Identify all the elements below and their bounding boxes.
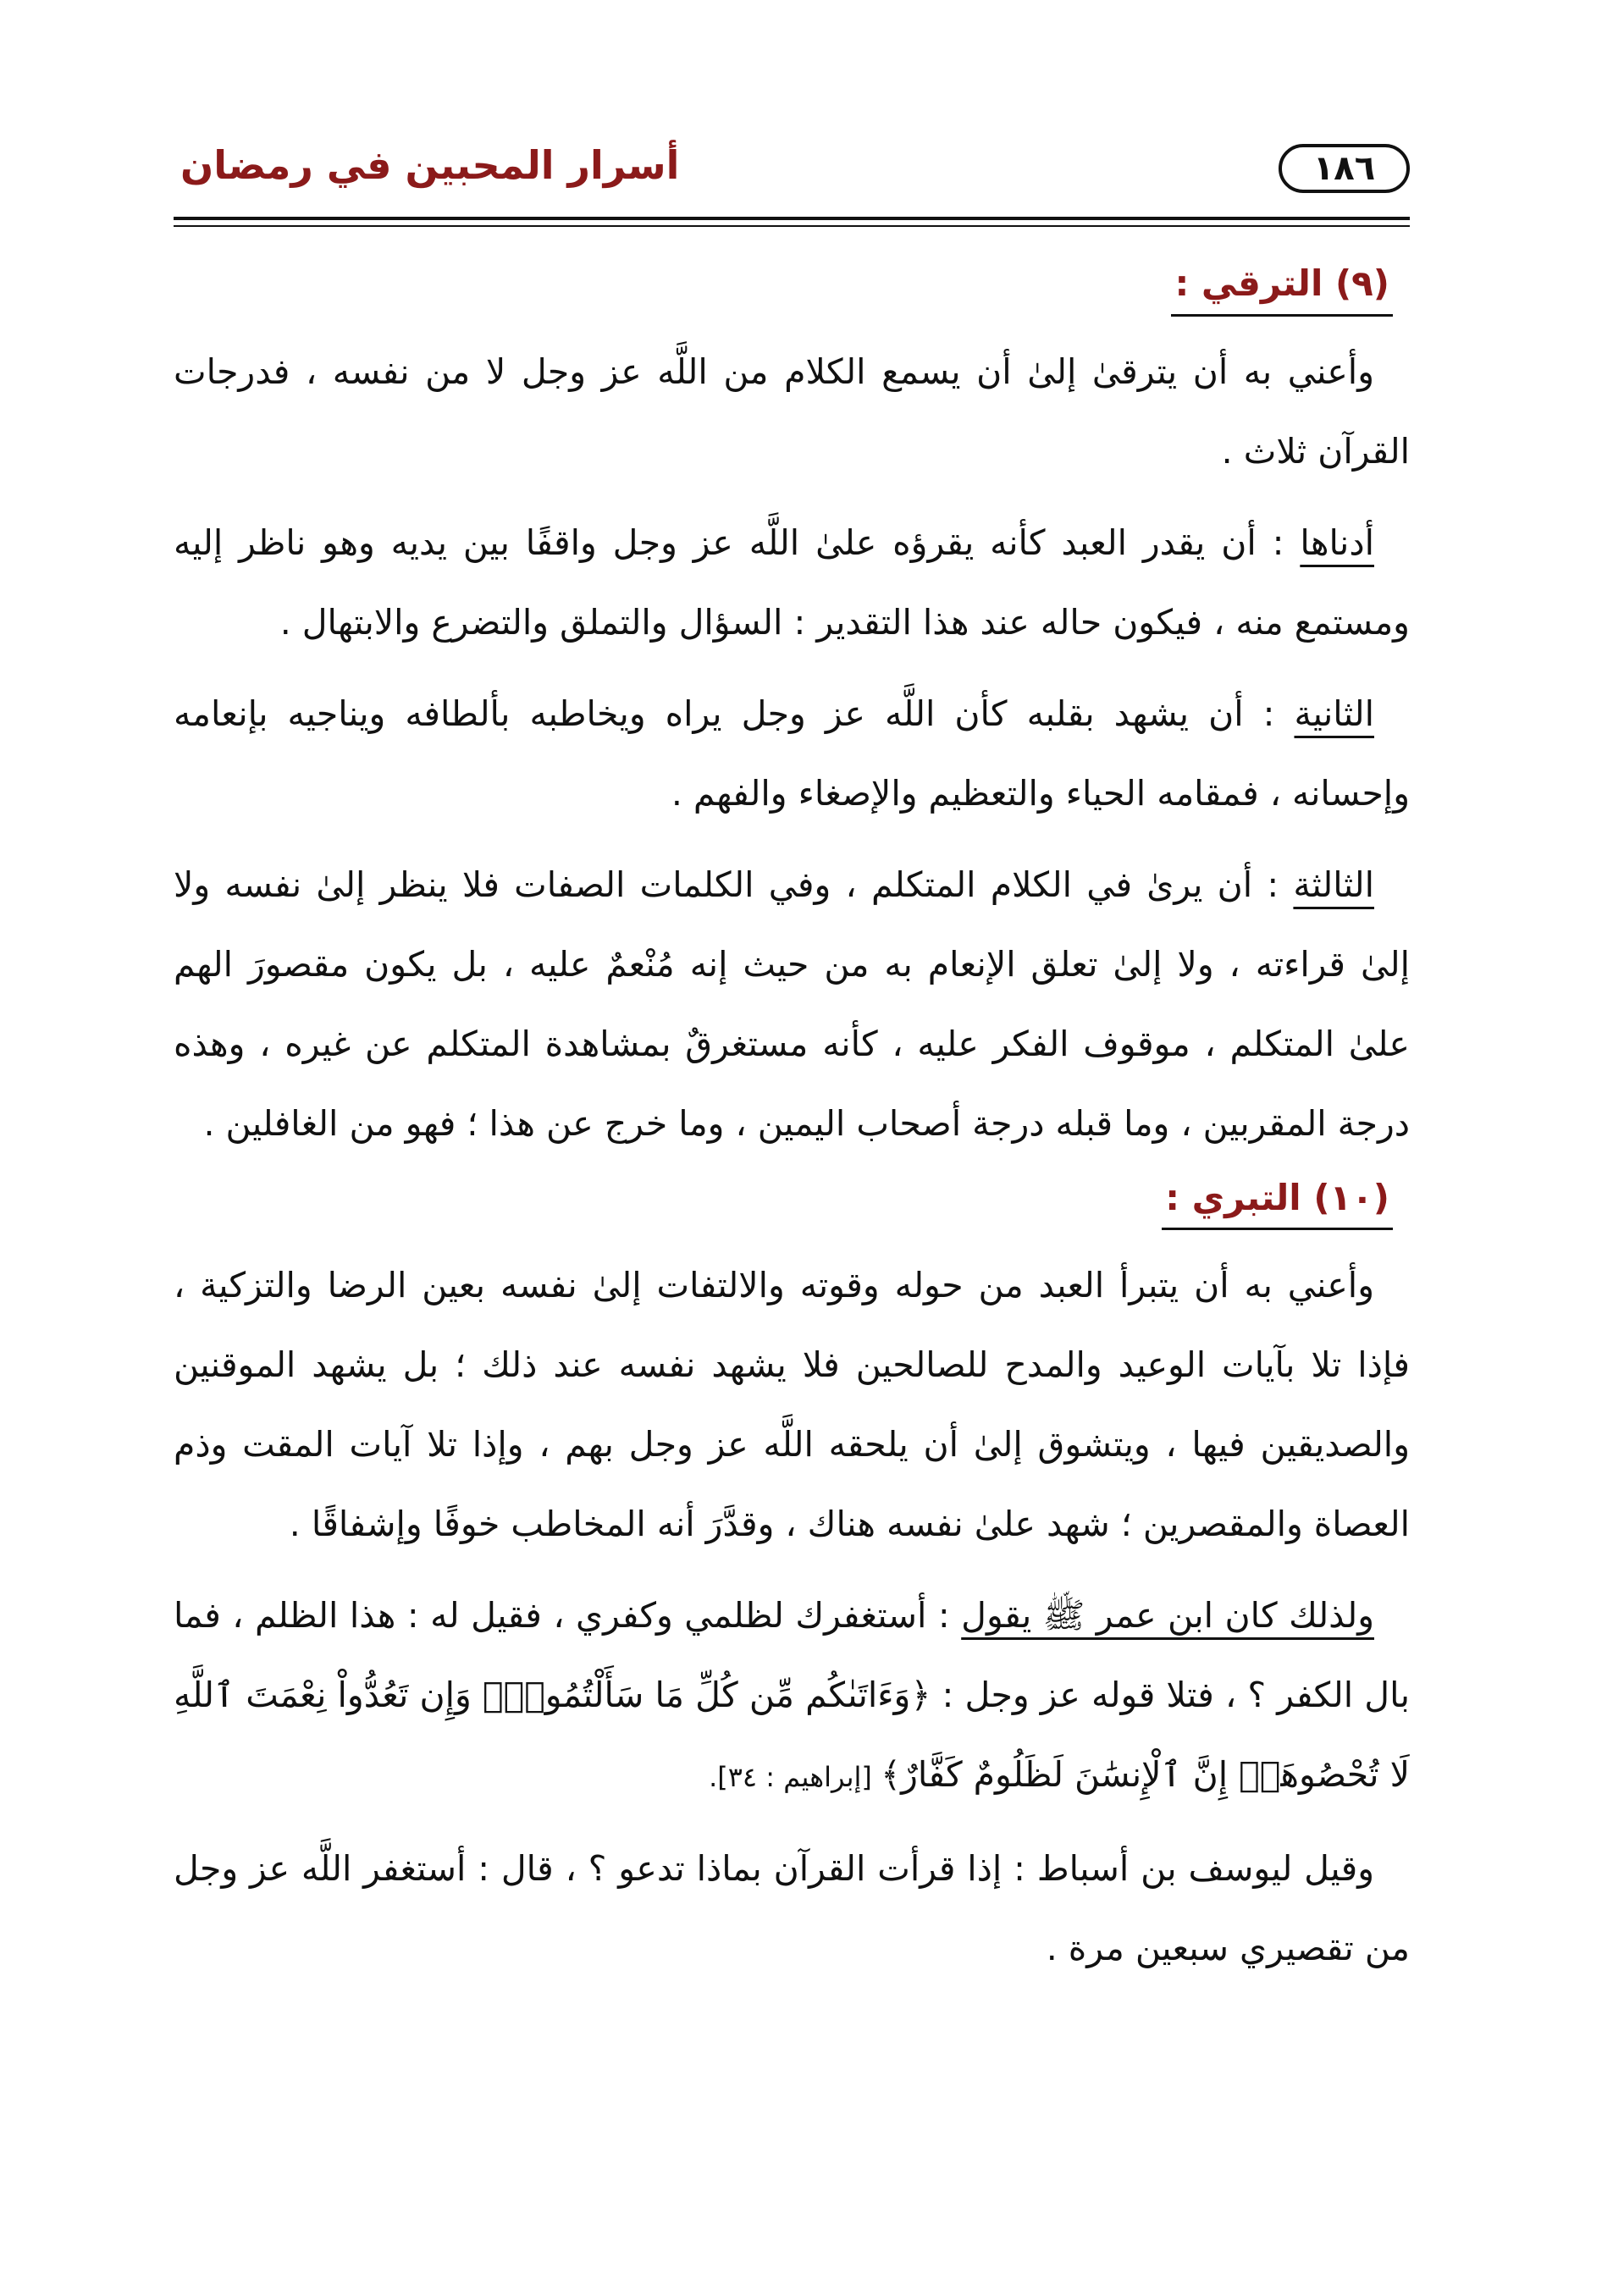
header-rule-thick — [174, 217, 1410, 220]
term-label: الثالثة — [1293, 864, 1374, 905]
section-heading-10: (١٠) التبري : — [1162, 1175, 1393, 1231]
term-label: ولذلك كان ابن عمر ﷺ يقول — [961, 1595, 1374, 1636]
paragraph: وأعني به أن يترقىٰ إلىٰ أن يسمع الكلام من اللَّه عز وجل لا من نفسه ، فدرجات القرآن ثلاث . — [174, 350, 1410, 472]
term-label: أدناها — [1300, 522, 1374, 563]
term-label: الثانية — [1294, 693, 1374, 734]
section-9 — [174, 261, 1410, 317]
page-body — [174, 254, 1410, 2000]
paragraph-text: : أن يرىٰ في الكلام المتكلم ، وفي الكلمات الصفات فلا ينظر إلىٰ نفسه ولا إلىٰ قراءته ، ولا إلىٰ تعلق الإنعام به من حيث إنه مُنْعمٌ عليه ، بل يكون مقصورَ الهم علىٰ المتكلم ، موقوف الفكر عليه ، كأنه مستغرقٌ بمشاهدة المتكلم عن غيره ، وهذه درجة المقربين ، وما قبله درجة أصحاب اليمين ، وما خرج عن هذا ؛ فهو من الغافلين . — [174, 864, 1410, 1144]
page-number: ١٨٦ — [1312, 149, 1376, 188]
paragraph: وقيل ليوسف بن أسباط : إذا قرأت القرآن بماذا تدعو ؟ ، قال : أستغفر اللَّه عز وجل من تقصيري سبعين مرة . — [174, 1848, 1410, 1969]
verse-reference: [إبراهيم : ٣٤]. — [709, 1761, 881, 1794]
page-header — [174, 142, 1410, 210]
running-title: أسرار المحبين في رمضان — [180, 142, 680, 188]
paragraph-text: : أن يقدر العبد كأنه يقرؤه علىٰ اللَّه عز وجل واقفًا بين يديه وهو ناظر إليه ومستمع منه ، فيكون حاله عند هذا التقدير : السؤال والتملق والتضرع والابتهال . — [174, 522, 1410, 643]
paragraph — [174, 845, 1410, 1163]
header-rule-thin — [174, 225, 1410, 227]
quran-verse: ﴿وَءَاتَىٰكُم مِّن كُلِّ مَا سَأَلْتُمُوهُۚ وَإِن تَعُدُّواْ نِعْمَتَ ٱللَّهِ لَا تُحْصُوهَآۗ إِنَّ ٱلْإِنسَٰنَ لَظَلُومٌ كَفَّارٌ﴾ — [174, 1675, 1410, 1796]
page-number-badge — [1279, 144, 1410, 193]
paragraph-text: : أستغفرك لظلمي وكفري ، فقيل له : هذا الظلم ، فما بال الكفر ؟ ، فتلا قوله عز وجل : — [174, 1595, 1411, 1716]
paragraph — [174, 1576, 1410, 1817]
paragraph — [174, 674, 1410, 833]
paragraph — [174, 503, 1410, 662]
paragraph: وأعني به أن يتبرأ العبد من حوله وقوته والالتفات إلىٰ نفسه بعين الرضا والتزكية ، فإذا تلا بآيات الوعيد والمدح للصالحين فلا يشهد نفسه عند ذلك ؛ بل يشهد الموقنين والصديقين فيها ، ويتشوق إلىٰ أن يلحقه اللَّه عز وجل بهم ، وإذا تلا آيات المقت وذم العصاة والمقصرين ؛ شهد علىٰ نفسه هناك ، وقدَّرَ أنه المخاطب خوفًا وإشفاقًا . — [174, 1265, 1410, 1545]
section-10 — [174, 1175, 1410, 1231]
section-heading-9: (٩) الترقي : — [1171, 261, 1393, 317]
paragraph-text: : أن يشهد بقلبه كأن اللَّه عز وجل يراه ويخاطبه بألطافه ويناجيه بإنعامه وإحسانه ، فمقامه الحياء والتعظيم والإصغاء والفهم . — [174, 693, 1410, 814]
